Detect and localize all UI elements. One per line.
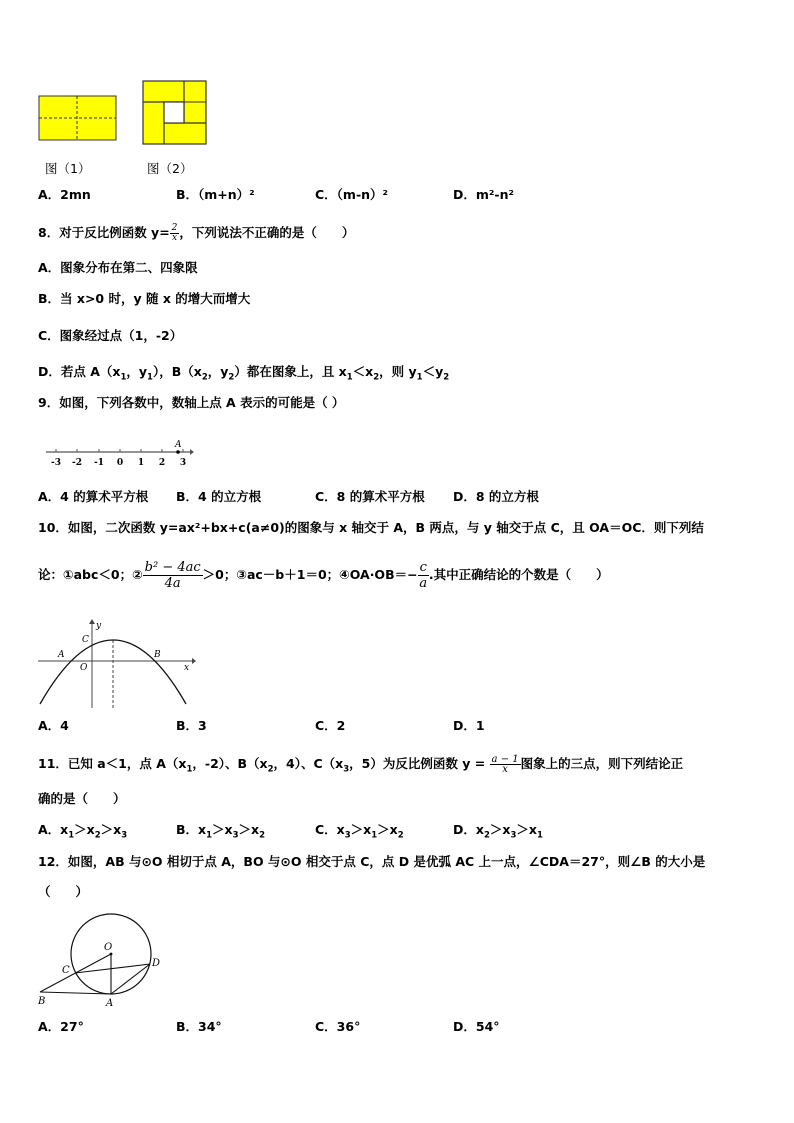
q9-option-b[interactable]: B．4 的立方根 (176, 489, 262, 504)
q8-option-c[interactable]: C．图象经过点（1，-2） (38, 328, 183, 343)
q11-option-a[interactable]: A．$x_1>x_2>x_3$ (38, 822, 128, 841)
q11-option-d[interactable]: D．$x_2>x_3>x_1$ (453, 822, 543, 841)
q11-stem: 11．已知 a＜1，点 $A(x_1$，-2）、$B(x_2$，4）、$C(x_3$，5）为反比例函数 y = $\frac{a - 1}{x}$ 图象上的三点，则下列结论正 (38, 754, 684, 775)
q8-stem: 8．对于反比例函数 y= $\frac{2}{x}$ ，下列说法不正确的是（ ） (38, 223, 355, 243)
q10-label-o: O (80, 663, 88, 673)
q10-label-x: x (184, 663, 190, 673)
q10-fraction-1: $\frac{\text{b² − 4ac}}{4a}$ (144, 560, 201, 591)
q7-option-c[interactable]: C．（m-n）² (315, 187, 389, 202)
q8-option-a[interactable]: A．图象分布在第二、四象限 (38, 260, 198, 275)
q10-label-y: y (96, 621, 102, 631)
axis-label: 3 (179, 458, 187, 468)
q10-label-c: C (82, 635, 89, 645)
q9-option-c[interactable]: C．8 的算术平方根 (315, 489, 425, 504)
q10-option-c[interactable]: C．2 (315, 718, 346, 733)
q9-stem: 9．如图，下列各数中，数轴上点 A 表示的可能是（ ） (38, 395, 345, 410)
axis-label: 0 (116, 458, 124, 468)
q7-option-b[interactable]: B．（m+n）² (176, 187, 255, 202)
q12-label-d: D (152, 958, 161, 969)
axis-label: -3 (51, 458, 61, 468)
q9-number-line (44, 438, 194, 474)
q10-label-a: A (58, 650, 65, 660)
q12-label-b: B (38, 996, 46, 1007)
q10-parabola-graph (36, 618, 196, 714)
axis-label: -1 (94, 458, 104, 468)
q11-stem-line2: 确的是（ ） (38, 791, 126, 806)
q10-fraction-2: $\frac{c}{a}$ (419, 560, 428, 591)
axis-label: -2 (72, 458, 82, 468)
q10-option-a[interactable]: A．4 (38, 718, 69, 733)
q12-label-a: A (106, 998, 114, 1008)
q12-label-c: C (62, 965, 70, 976)
q12-option-c[interactable]: C．36° (315, 1019, 361, 1034)
axis-label: 1 (137, 458, 145, 468)
q10-stem: 10．如图，二次函数 y=ax²+bx+c(a≠0)的图象与 x 轴交于 A，B 两点，与 y 轴交于点 C，且 OA＝OC．则下列结 (38, 520, 704, 535)
q11-fraction: $\frac{a - 1}{x}$ (491, 754, 519, 775)
q10-option-d[interactable]: D．1 (453, 718, 485, 733)
q12-option-d[interactable]: D．54° (453, 1019, 500, 1034)
q11-option-c[interactable]: C．$x_3>x_1>x_2$ (315, 822, 404, 841)
figure-1-caption: 图（1） (45, 161, 91, 176)
q10-conclusions: 论：①abc＜0；② $\frac{\text{b² − 4ac}}{4a}$ ＞0；③ac－b＋1＝0；④OA·OB＝− $\frac{c}{a}$ .其中正确结论的个数是（ ） (38, 560, 609, 591)
q8-option-b[interactable]: B．当 x>0 时，y 随 x 的增大而增大 (38, 291, 251, 306)
axis-label: 2 (158, 458, 166, 468)
q12-stem-line2: （ ） (38, 884, 89, 899)
q7-option-d[interactable]: D．m²-n² (453, 187, 514, 202)
figure-2-caption: 图（2） (147, 161, 193, 176)
q8-fraction: $\frac{2}{x}$ (171, 223, 178, 243)
q9-point-a-label: A (175, 440, 182, 450)
q8-option-d[interactable]: D．若点 $A(x_1$，$y_1$），$B(x_2$，$y_2$）都在图象上，且 $x_1<x_2$，则 $y_1<y_2$ (38, 364, 450, 383)
q9-option-a[interactable]: A．4 的算术平方根 (38, 489, 149, 504)
q10-label-b: B (154, 650, 161, 660)
q12-label-o: O (104, 942, 113, 953)
figure-2 (142, 80, 208, 150)
q12-stem: 12．如图，AB 与⊙O 相切于点 A，BO 与⊙O 相交于点 C，点 D 是优弧 AC 上一点，∠CDA＝27°，则∠B 的大小是 (38, 854, 706, 869)
q10-option-b[interactable]: B．3 (176, 718, 207, 733)
q12-circle-figure (36, 912, 166, 1012)
q11-option-b[interactable]: B．$x_1>x_3>x_2$ (176, 822, 266, 841)
q7-option-a[interactable]: A．2mn (38, 187, 91, 202)
q9-option-d[interactable]: D．8 的立方根 (453, 489, 539, 504)
q12-option-b[interactable]: B．34° (176, 1019, 222, 1034)
figure-1 (38, 95, 118, 147)
q12-option-a[interactable]: A．27° (38, 1019, 84, 1034)
